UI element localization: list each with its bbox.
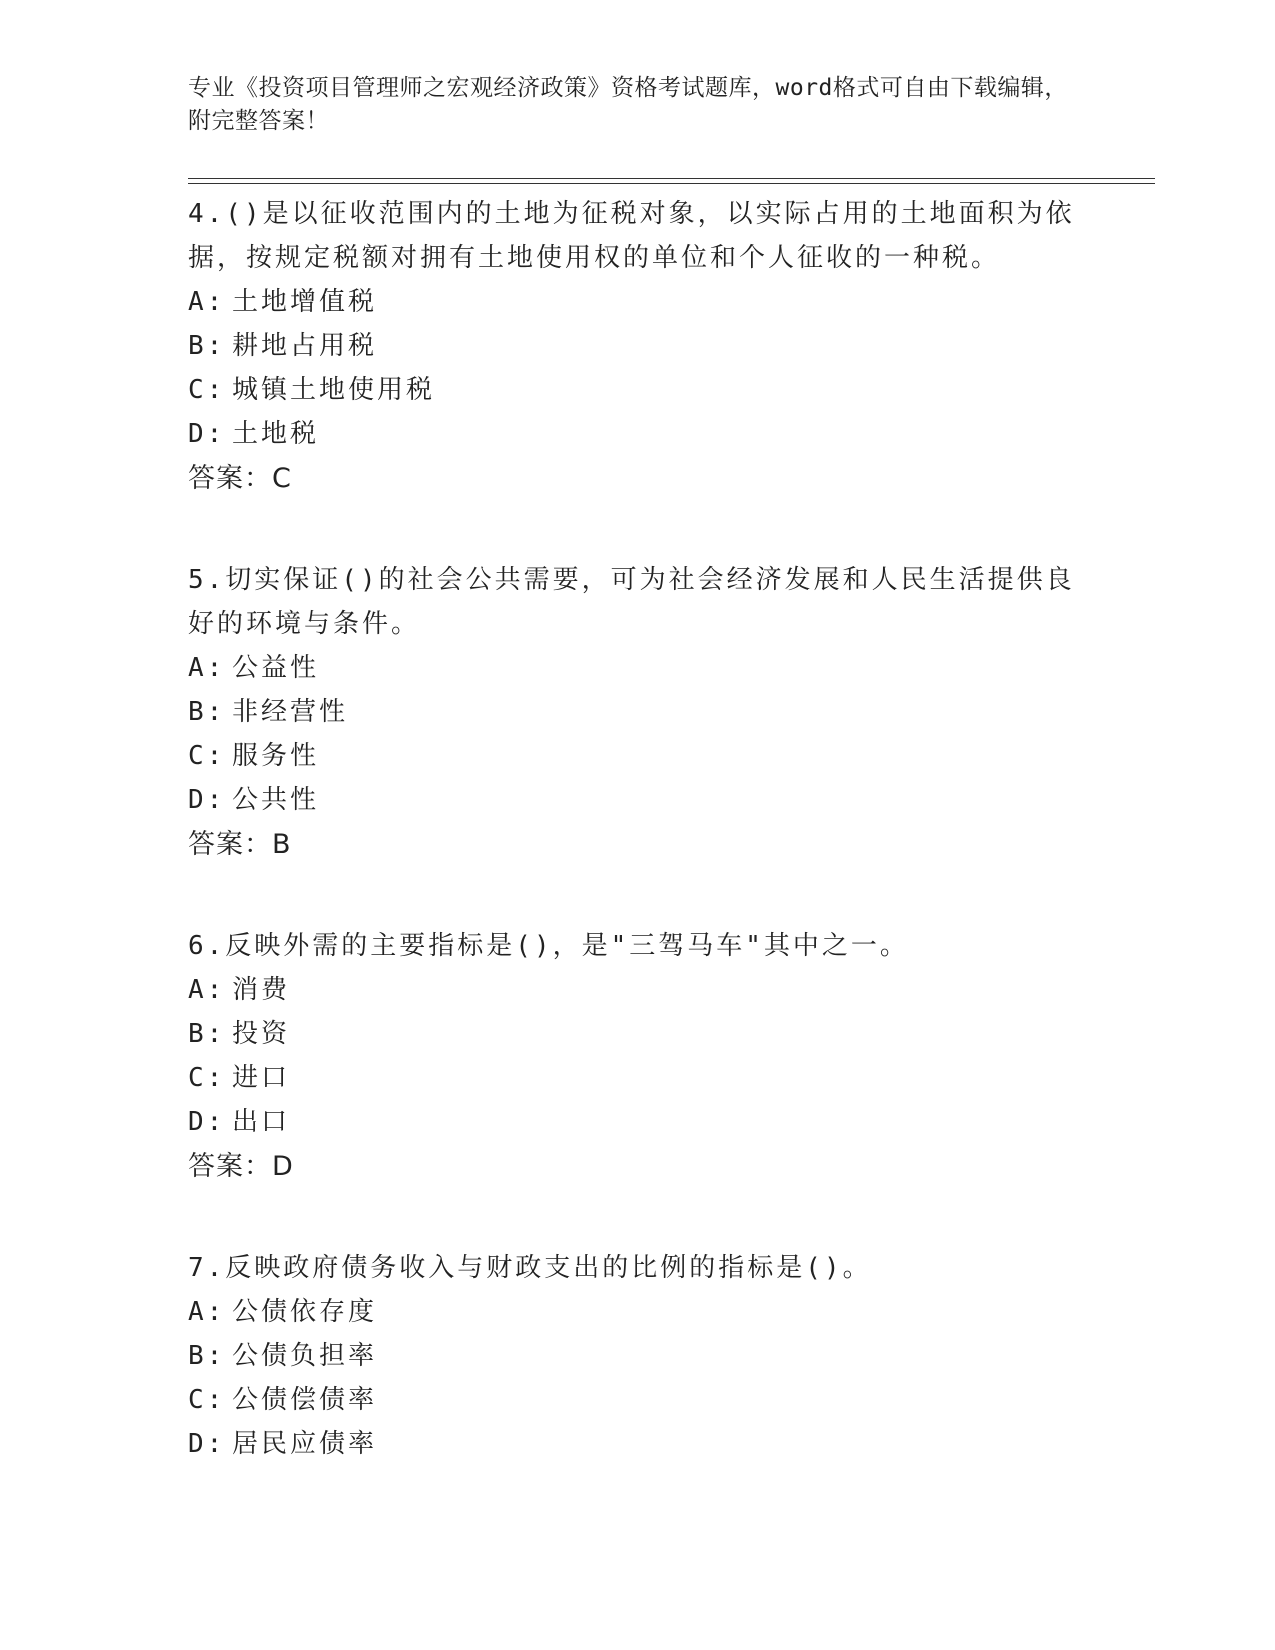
option-text: 公债偿债率 (232, 1385, 378, 1415)
option-key: A: (188, 975, 226, 1005)
option-text: 投资 (232, 1019, 291, 1049)
answer-line: 答案：D (188, 1151, 294, 1182)
option-d (188, 1422, 1088, 1466)
option-key: C: (188, 741, 226, 771)
option-b (188, 324, 1088, 368)
option-text: 城镇土地使用税 (232, 375, 436, 405)
option-key: D: (188, 1429, 226, 1459)
header-divider-bottom (188, 183, 1155, 184)
option-a (188, 280, 1088, 324)
question-7 (188, 1242, 1088, 1466)
option-c (188, 368, 1088, 412)
option-key: C: (188, 375, 226, 405)
question-list (188, 188, 1088, 1518)
option-key: B: (188, 331, 226, 361)
option-c (188, 1378, 1088, 1422)
option-text: 公益性 (232, 653, 320, 683)
option-a (188, 1290, 1088, 1334)
option-text: 非经营性 (232, 697, 349, 727)
option-key: A: (188, 1297, 226, 1327)
option-key: A: (188, 653, 226, 683)
option-key: D: (188, 1107, 226, 1137)
question-6 (188, 920, 1088, 1190)
option-key: D: (188, 785, 226, 815)
option-d (188, 1100, 1088, 1144)
option-text: 进口 (232, 1063, 291, 1093)
option-text: 公共性 (232, 785, 320, 815)
question-stem: 7.反映政府债务收入与财政支出的比例的指标是()。 (188, 1253, 872, 1283)
option-b (188, 690, 1088, 734)
option-b (188, 1334, 1088, 1378)
option-key: B: (188, 1019, 226, 1049)
option-key: A: (188, 287, 226, 317)
option-a (188, 646, 1088, 690)
option-key: B: (188, 1341, 226, 1371)
question-4 (188, 188, 1088, 502)
option-text: 土地税 (232, 419, 320, 449)
option-text: 消费 (232, 975, 291, 1005)
option-text: 耕地占用税 (232, 331, 378, 361)
option-b (188, 1012, 1088, 1056)
option-key: C: (188, 1385, 226, 1415)
document-intro: 专业《投资项目管理师之宏观经济政策》资格考试题库，word格式可自由下载编辑，附完整答案！ (188, 75, 1068, 134)
answer-line: 答案：C (188, 463, 292, 494)
question-stem: 6.反映外需的主要指标是()，是"三驾马车"其中之一。 (188, 931, 909, 961)
question-stem: 4.()是以征收范围内的土地为征税对象，以实际占用的土地面积为依据，按规定税额对拥有土地使用权的单位和个人征收的一种税。 (188, 199, 1075, 273)
option-c (188, 1056, 1088, 1100)
question-stem: 5.切实保证()的社会公共需要，可为社会经济发展和人民生活提供良好的环境与条件。 (188, 565, 1075, 639)
option-text: 公债负担率 (232, 1341, 378, 1371)
answer-line: 答案：B (188, 829, 292, 860)
option-c (188, 734, 1088, 778)
option-text: 土地增值税 (232, 287, 378, 317)
option-key: D: (188, 419, 226, 449)
option-text: 居民应债率 (232, 1429, 378, 1459)
header-divider-top (188, 178, 1155, 179)
option-key: B: (188, 697, 226, 727)
option-d (188, 778, 1088, 822)
option-a (188, 968, 1088, 1012)
option-key: C: (188, 1063, 226, 1093)
option-text: 服务性 (232, 741, 320, 771)
option-d (188, 412, 1088, 456)
option-text: 公债依存度 (232, 1297, 378, 1327)
question-5 (188, 554, 1088, 868)
option-text: 出口 (232, 1107, 291, 1137)
